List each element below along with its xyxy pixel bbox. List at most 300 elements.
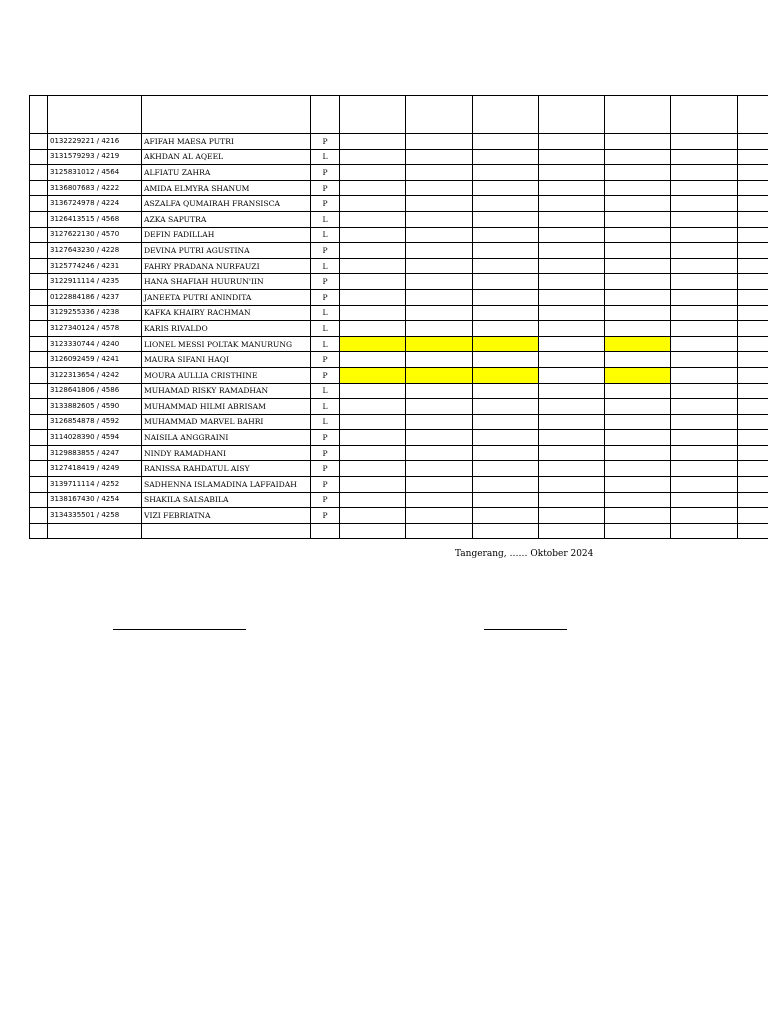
name-cell: KARIS RIVALDO bbox=[142, 321, 311, 337]
nisn-cell: 3125774246 / 4231 bbox=[48, 258, 142, 274]
table-row bbox=[30, 461, 768, 477]
name-cell: VIZI FEBRIATNA bbox=[142, 508, 311, 524]
name-cell: AKHDAN AL AQEEL bbox=[142, 149, 311, 165]
score-cell bbox=[539, 134, 605, 150]
score-cell bbox=[671, 321, 738, 337]
nisn-cell: 0122884186 / 4237 bbox=[48, 289, 142, 305]
score-cell bbox=[340, 321, 406, 337]
score-cell bbox=[605, 336, 671, 352]
name-cell: RANISSA RAHDATUL AISY bbox=[142, 461, 311, 477]
score-cell bbox=[738, 274, 768, 290]
score-cell bbox=[340, 336, 406, 352]
score-cell bbox=[605, 149, 671, 165]
score-cell bbox=[605, 383, 671, 399]
header-cell bbox=[539, 96, 605, 134]
row-number-cell bbox=[30, 430, 48, 446]
name-cell: NAISILA ANGGRAINI bbox=[142, 430, 311, 446]
score-cell bbox=[738, 134, 768, 150]
score-cell bbox=[340, 445, 406, 461]
score-cell bbox=[738, 445, 768, 461]
row-number-cell bbox=[30, 149, 48, 165]
score-cell bbox=[340, 227, 406, 243]
empty-cell bbox=[473, 523, 539, 539]
name-cell: DEVINA PUTRI AGUSTINA bbox=[142, 243, 311, 259]
table-row bbox=[30, 414, 768, 430]
table-row bbox=[30, 508, 768, 524]
gender-cell: L bbox=[311, 211, 340, 227]
nisn-cell: 3123330744 / 4240 bbox=[48, 336, 142, 352]
name-cell: KAFKA KHAIRY RACHMAN bbox=[142, 305, 311, 321]
score-cell bbox=[473, 165, 539, 181]
score-cell bbox=[738, 211, 768, 227]
score-cell bbox=[605, 321, 671, 337]
row-number-cell bbox=[30, 180, 48, 196]
score-cell bbox=[473, 274, 539, 290]
header-cell bbox=[311, 96, 340, 134]
score-cell bbox=[738, 149, 768, 165]
score-cell bbox=[406, 211, 473, 227]
score-cell bbox=[406, 180, 473, 196]
score-cell bbox=[406, 165, 473, 181]
score-cell bbox=[671, 367, 738, 383]
nisn-cell: 3129255336 / 4238 bbox=[48, 305, 142, 321]
score-cell bbox=[671, 243, 738, 259]
score-cell bbox=[738, 258, 768, 274]
score-cell bbox=[340, 289, 406, 305]
gender-cell: P bbox=[311, 289, 340, 305]
name-cell: MOURA AULLIA CRISTHINE bbox=[142, 367, 311, 383]
score-cell bbox=[340, 180, 406, 196]
score-cell bbox=[406, 196, 473, 212]
name-cell: MAURA SIFANI HAQI bbox=[142, 352, 311, 368]
row-number-cell bbox=[30, 211, 48, 227]
gender-cell: P bbox=[311, 352, 340, 368]
score-cell bbox=[671, 352, 738, 368]
score-cell bbox=[340, 477, 406, 493]
score-cell bbox=[406, 274, 473, 290]
table-row bbox=[30, 274, 768, 290]
empty-row bbox=[30, 523, 768, 539]
score-cell bbox=[340, 492, 406, 508]
score-cell bbox=[473, 383, 539, 399]
nisn-cell: 3136807683 / 4222 bbox=[48, 180, 142, 196]
nisn-cell: 3127643230 / 4228 bbox=[48, 243, 142, 259]
score-cell bbox=[406, 289, 473, 305]
gender-cell: P bbox=[311, 274, 340, 290]
score-cell bbox=[539, 289, 605, 305]
header-cell bbox=[671, 96, 738, 134]
score-cell bbox=[671, 165, 738, 181]
score-cell bbox=[671, 508, 738, 524]
score-cell bbox=[738, 196, 768, 212]
student-table bbox=[29, 95, 768, 539]
empty-cell bbox=[605, 523, 671, 539]
score-cell bbox=[473, 243, 539, 259]
name-cell: LIONEL MESSI POLTAK MANURUNG bbox=[142, 336, 311, 352]
nisn-cell: 3114028390 / 4594 bbox=[48, 430, 142, 446]
name-cell: MUHAMMAD MARVEL BAHRI bbox=[142, 414, 311, 430]
empty-cell bbox=[48, 523, 142, 539]
score-cell bbox=[539, 461, 605, 477]
score-cell bbox=[406, 414, 473, 430]
nisn-cell: 3122911114 / 4235 bbox=[48, 274, 142, 290]
score-cell bbox=[605, 477, 671, 493]
score-cell bbox=[671, 414, 738, 430]
nisn-cell: 3136724978 / 4224 bbox=[48, 196, 142, 212]
score-cell bbox=[605, 165, 671, 181]
table-row bbox=[30, 336, 768, 352]
score-cell bbox=[539, 180, 605, 196]
gender-cell: L bbox=[311, 383, 340, 399]
score-cell bbox=[473, 289, 539, 305]
gender-cell: L bbox=[311, 258, 340, 274]
score-cell bbox=[406, 352, 473, 368]
score-cell bbox=[539, 445, 605, 461]
score-cell bbox=[671, 445, 738, 461]
score-cell bbox=[605, 430, 671, 446]
name-cell: MUHAMMAD HILMI ABRISAM bbox=[142, 399, 311, 415]
score-cell bbox=[340, 383, 406, 399]
score-cell bbox=[539, 165, 605, 181]
table-row bbox=[30, 445, 768, 461]
nisn-cell: 3122313654 / 4242 bbox=[48, 367, 142, 383]
header-cell bbox=[142, 96, 311, 134]
score-cell bbox=[671, 399, 738, 415]
score-cell bbox=[539, 211, 605, 227]
table-row bbox=[30, 180, 768, 196]
score-cell bbox=[539, 305, 605, 321]
table-row bbox=[30, 211, 768, 227]
name-cell: ALFIATU ZAHRA bbox=[142, 165, 311, 181]
table-row bbox=[30, 321, 768, 337]
score-cell bbox=[605, 196, 671, 212]
score-cell bbox=[738, 367, 768, 383]
score-cell bbox=[671, 289, 738, 305]
header-cell bbox=[340, 96, 406, 134]
score-cell bbox=[738, 336, 768, 352]
table-row bbox=[30, 367, 768, 383]
gender-cell: P bbox=[311, 165, 340, 181]
score-cell bbox=[539, 336, 605, 352]
empty-cell bbox=[311, 523, 340, 539]
name-cell: DEFIN FADILLAH bbox=[142, 227, 311, 243]
gender-cell: L bbox=[311, 149, 340, 165]
score-cell bbox=[539, 430, 605, 446]
score-cell bbox=[671, 258, 738, 274]
gender-cell: P bbox=[311, 196, 340, 212]
score-cell bbox=[539, 399, 605, 415]
score-cell bbox=[473, 227, 539, 243]
table-row bbox=[30, 477, 768, 493]
table-row bbox=[30, 430, 768, 446]
score-cell bbox=[671, 461, 738, 477]
score-cell bbox=[605, 274, 671, 290]
score-cell bbox=[406, 383, 473, 399]
score-cell bbox=[605, 180, 671, 196]
name-cell: AMIDA ELMYRA SHANUM bbox=[142, 180, 311, 196]
score-cell bbox=[473, 211, 539, 227]
score-cell bbox=[340, 508, 406, 524]
score-cell bbox=[473, 321, 539, 337]
gender-cell: P bbox=[311, 461, 340, 477]
score-cell bbox=[406, 149, 473, 165]
gender-cell: P bbox=[311, 477, 340, 493]
score-cell bbox=[605, 134, 671, 150]
gender-cell: P bbox=[311, 180, 340, 196]
place-date: Tangerang, …… Oktober 2024 bbox=[455, 549, 594, 559]
header-cell bbox=[406, 96, 473, 134]
score-cell bbox=[605, 305, 671, 321]
name-cell: SADHENNA ISLAMADINA LAFFAIDAH bbox=[142, 477, 311, 493]
empty-cell bbox=[30, 523, 48, 539]
score-cell bbox=[539, 258, 605, 274]
score-cell bbox=[406, 336, 473, 352]
score-cell bbox=[671, 211, 738, 227]
score-cell bbox=[738, 461, 768, 477]
row-number-cell bbox=[30, 227, 48, 243]
score-cell bbox=[671, 477, 738, 493]
score-cell bbox=[406, 461, 473, 477]
score-cell bbox=[605, 243, 671, 259]
score-cell bbox=[605, 399, 671, 415]
row-number-cell bbox=[30, 305, 48, 321]
score-cell bbox=[340, 399, 406, 415]
score-cell bbox=[406, 430, 473, 446]
score-cell bbox=[671, 336, 738, 352]
nisn-cell: 3129883855 / 4247 bbox=[48, 445, 142, 461]
score-cell bbox=[738, 243, 768, 259]
row-number-cell bbox=[30, 134, 48, 150]
name-cell: NINDY RAMADHANI bbox=[142, 445, 311, 461]
score-cell bbox=[473, 430, 539, 446]
score-cell bbox=[738, 399, 768, 415]
row-number-cell bbox=[30, 336, 48, 352]
score-cell bbox=[539, 492, 605, 508]
nisn-cell: 0132229221 / 4216 bbox=[48, 134, 142, 150]
score-cell bbox=[605, 414, 671, 430]
score-cell bbox=[473, 445, 539, 461]
score-cell bbox=[738, 508, 768, 524]
gender-cell: P bbox=[311, 445, 340, 461]
gender-cell: P bbox=[311, 492, 340, 508]
score-cell bbox=[605, 227, 671, 243]
header-cell bbox=[48, 96, 142, 134]
table-row bbox=[30, 352, 768, 368]
name-cell: AZKA SAPUTRA bbox=[142, 211, 311, 227]
row-number-cell bbox=[30, 508, 48, 524]
score-cell bbox=[539, 477, 605, 493]
empty-cell bbox=[671, 523, 738, 539]
score-cell bbox=[738, 305, 768, 321]
score-cell bbox=[539, 243, 605, 259]
name-cell: SHAKILA SALSABILA bbox=[142, 492, 311, 508]
signature-line-left bbox=[113, 629, 246, 630]
score-cell bbox=[473, 414, 539, 430]
score-cell bbox=[605, 445, 671, 461]
score-cell bbox=[738, 414, 768, 430]
score-cell bbox=[605, 461, 671, 477]
score-cell bbox=[473, 258, 539, 274]
score-cell bbox=[671, 180, 738, 196]
score-cell bbox=[406, 134, 473, 150]
row-number-cell bbox=[30, 165, 48, 181]
table-row bbox=[30, 305, 768, 321]
table-row bbox=[30, 289, 768, 305]
score-cell bbox=[340, 196, 406, 212]
score-cell bbox=[738, 352, 768, 368]
row-number-cell bbox=[30, 352, 48, 368]
score-cell bbox=[473, 492, 539, 508]
score-cell bbox=[473, 477, 539, 493]
score-cell bbox=[473, 196, 539, 212]
gender-cell: L bbox=[311, 227, 340, 243]
score-cell bbox=[473, 305, 539, 321]
header-cell bbox=[605, 96, 671, 134]
table-row bbox=[30, 243, 768, 259]
score-cell bbox=[473, 461, 539, 477]
score-cell bbox=[671, 430, 738, 446]
score-cell bbox=[340, 243, 406, 259]
score-cell bbox=[738, 477, 768, 493]
score-cell bbox=[539, 274, 605, 290]
nisn-cell: 3128641806 / 4586 bbox=[48, 383, 142, 399]
table-row bbox=[30, 258, 768, 274]
header-cell bbox=[738, 96, 768, 134]
nisn-cell: 3126854878 / 4592 bbox=[48, 414, 142, 430]
row-number-cell bbox=[30, 274, 48, 290]
score-cell bbox=[671, 227, 738, 243]
gender-cell: L bbox=[311, 414, 340, 430]
gender-cell: P bbox=[311, 243, 340, 259]
header-row bbox=[30, 96, 768, 134]
gender-cell: L bbox=[311, 305, 340, 321]
score-cell bbox=[539, 227, 605, 243]
score-cell bbox=[539, 383, 605, 399]
score-cell bbox=[605, 289, 671, 305]
score-cell bbox=[473, 399, 539, 415]
score-cell bbox=[406, 477, 473, 493]
score-cell bbox=[738, 321, 768, 337]
score-cell bbox=[406, 508, 473, 524]
table-row bbox=[30, 227, 768, 243]
name-cell: FAHRY PRADANA NURFAUZI bbox=[142, 258, 311, 274]
nisn-cell: 3127418419 / 4249 bbox=[48, 461, 142, 477]
score-cell bbox=[473, 336, 539, 352]
name-cell: HANA SHAFIAH HUURUN'IIN bbox=[142, 274, 311, 290]
gender-cell: P bbox=[311, 134, 340, 150]
nisn-cell: 3126092459 / 4241 bbox=[48, 352, 142, 368]
score-cell bbox=[671, 305, 738, 321]
gender-cell: L bbox=[311, 336, 340, 352]
score-cell bbox=[738, 165, 768, 181]
row-number-cell bbox=[30, 383, 48, 399]
score-cell bbox=[473, 508, 539, 524]
row-number-cell bbox=[30, 399, 48, 415]
row-number-cell bbox=[30, 367, 48, 383]
nisn-cell: 3138167430 / 4254 bbox=[48, 492, 142, 508]
table-row bbox=[30, 399, 768, 415]
row-number-cell bbox=[30, 258, 48, 274]
nisn-cell: 3126413515 / 4568 bbox=[48, 211, 142, 227]
name-cell: ASZALFA QUMAIRAH FRANSISCA bbox=[142, 196, 311, 212]
score-cell bbox=[738, 180, 768, 196]
table-row bbox=[30, 149, 768, 165]
score-cell bbox=[738, 430, 768, 446]
score-cell bbox=[340, 165, 406, 181]
row-number-cell bbox=[30, 243, 48, 259]
empty-cell bbox=[340, 523, 406, 539]
score-cell bbox=[671, 383, 738, 399]
score-cell bbox=[473, 367, 539, 383]
score-cell bbox=[473, 352, 539, 368]
row-number-cell bbox=[30, 477, 48, 493]
score-cell bbox=[340, 305, 406, 321]
empty-cell bbox=[738, 523, 768, 539]
row-number-cell bbox=[30, 321, 48, 337]
score-cell bbox=[738, 227, 768, 243]
score-cell bbox=[671, 149, 738, 165]
score-cell bbox=[539, 149, 605, 165]
gender-cell: P bbox=[311, 430, 340, 446]
score-cell bbox=[539, 367, 605, 383]
score-cell bbox=[671, 492, 738, 508]
score-cell bbox=[738, 492, 768, 508]
gender-cell: L bbox=[311, 399, 340, 415]
score-cell bbox=[473, 149, 539, 165]
header-cell bbox=[30, 96, 48, 134]
score-cell bbox=[738, 383, 768, 399]
empty-cell bbox=[406, 523, 473, 539]
score-cell bbox=[539, 352, 605, 368]
score-cell bbox=[539, 196, 605, 212]
score-cell bbox=[340, 274, 406, 290]
score-cell bbox=[671, 134, 738, 150]
row-number-cell bbox=[30, 196, 48, 212]
score-cell bbox=[406, 492, 473, 508]
nisn-cell: 3127340124 / 4578 bbox=[48, 321, 142, 337]
nisn-cell: 3131579293 / 4219 bbox=[48, 149, 142, 165]
score-cell bbox=[605, 508, 671, 524]
table-row bbox=[30, 196, 768, 212]
score-cell bbox=[340, 134, 406, 150]
score-cell bbox=[605, 352, 671, 368]
name-cell: JANEETA PUTRI ANINDITA bbox=[142, 289, 311, 305]
score-cell bbox=[539, 321, 605, 337]
table-row bbox=[30, 165, 768, 181]
score-cell bbox=[605, 367, 671, 383]
row-number-cell bbox=[30, 414, 48, 430]
score-cell bbox=[473, 134, 539, 150]
score-cell bbox=[671, 274, 738, 290]
score-cell bbox=[671, 196, 738, 212]
gender-cell: L bbox=[311, 321, 340, 337]
name-cell: MUHAMAD RISKY RAMADHAN bbox=[142, 383, 311, 399]
score-cell bbox=[406, 243, 473, 259]
table-row bbox=[30, 383, 768, 399]
header-cell bbox=[473, 96, 539, 134]
score-cell bbox=[340, 430, 406, 446]
name-cell: AFIFAH MAESA PUTRI bbox=[142, 134, 311, 150]
nisn-cell: 3127622130 / 4570 bbox=[48, 227, 142, 243]
empty-cell bbox=[539, 523, 605, 539]
score-cell bbox=[539, 414, 605, 430]
score-cell bbox=[406, 399, 473, 415]
score-cell bbox=[406, 305, 473, 321]
score-cell bbox=[539, 508, 605, 524]
score-cell bbox=[340, 211, 406, 227]
score-cell bbox=[406, 258, 473, 274]
score-cell bbox=[406, 227, 473, 243]
